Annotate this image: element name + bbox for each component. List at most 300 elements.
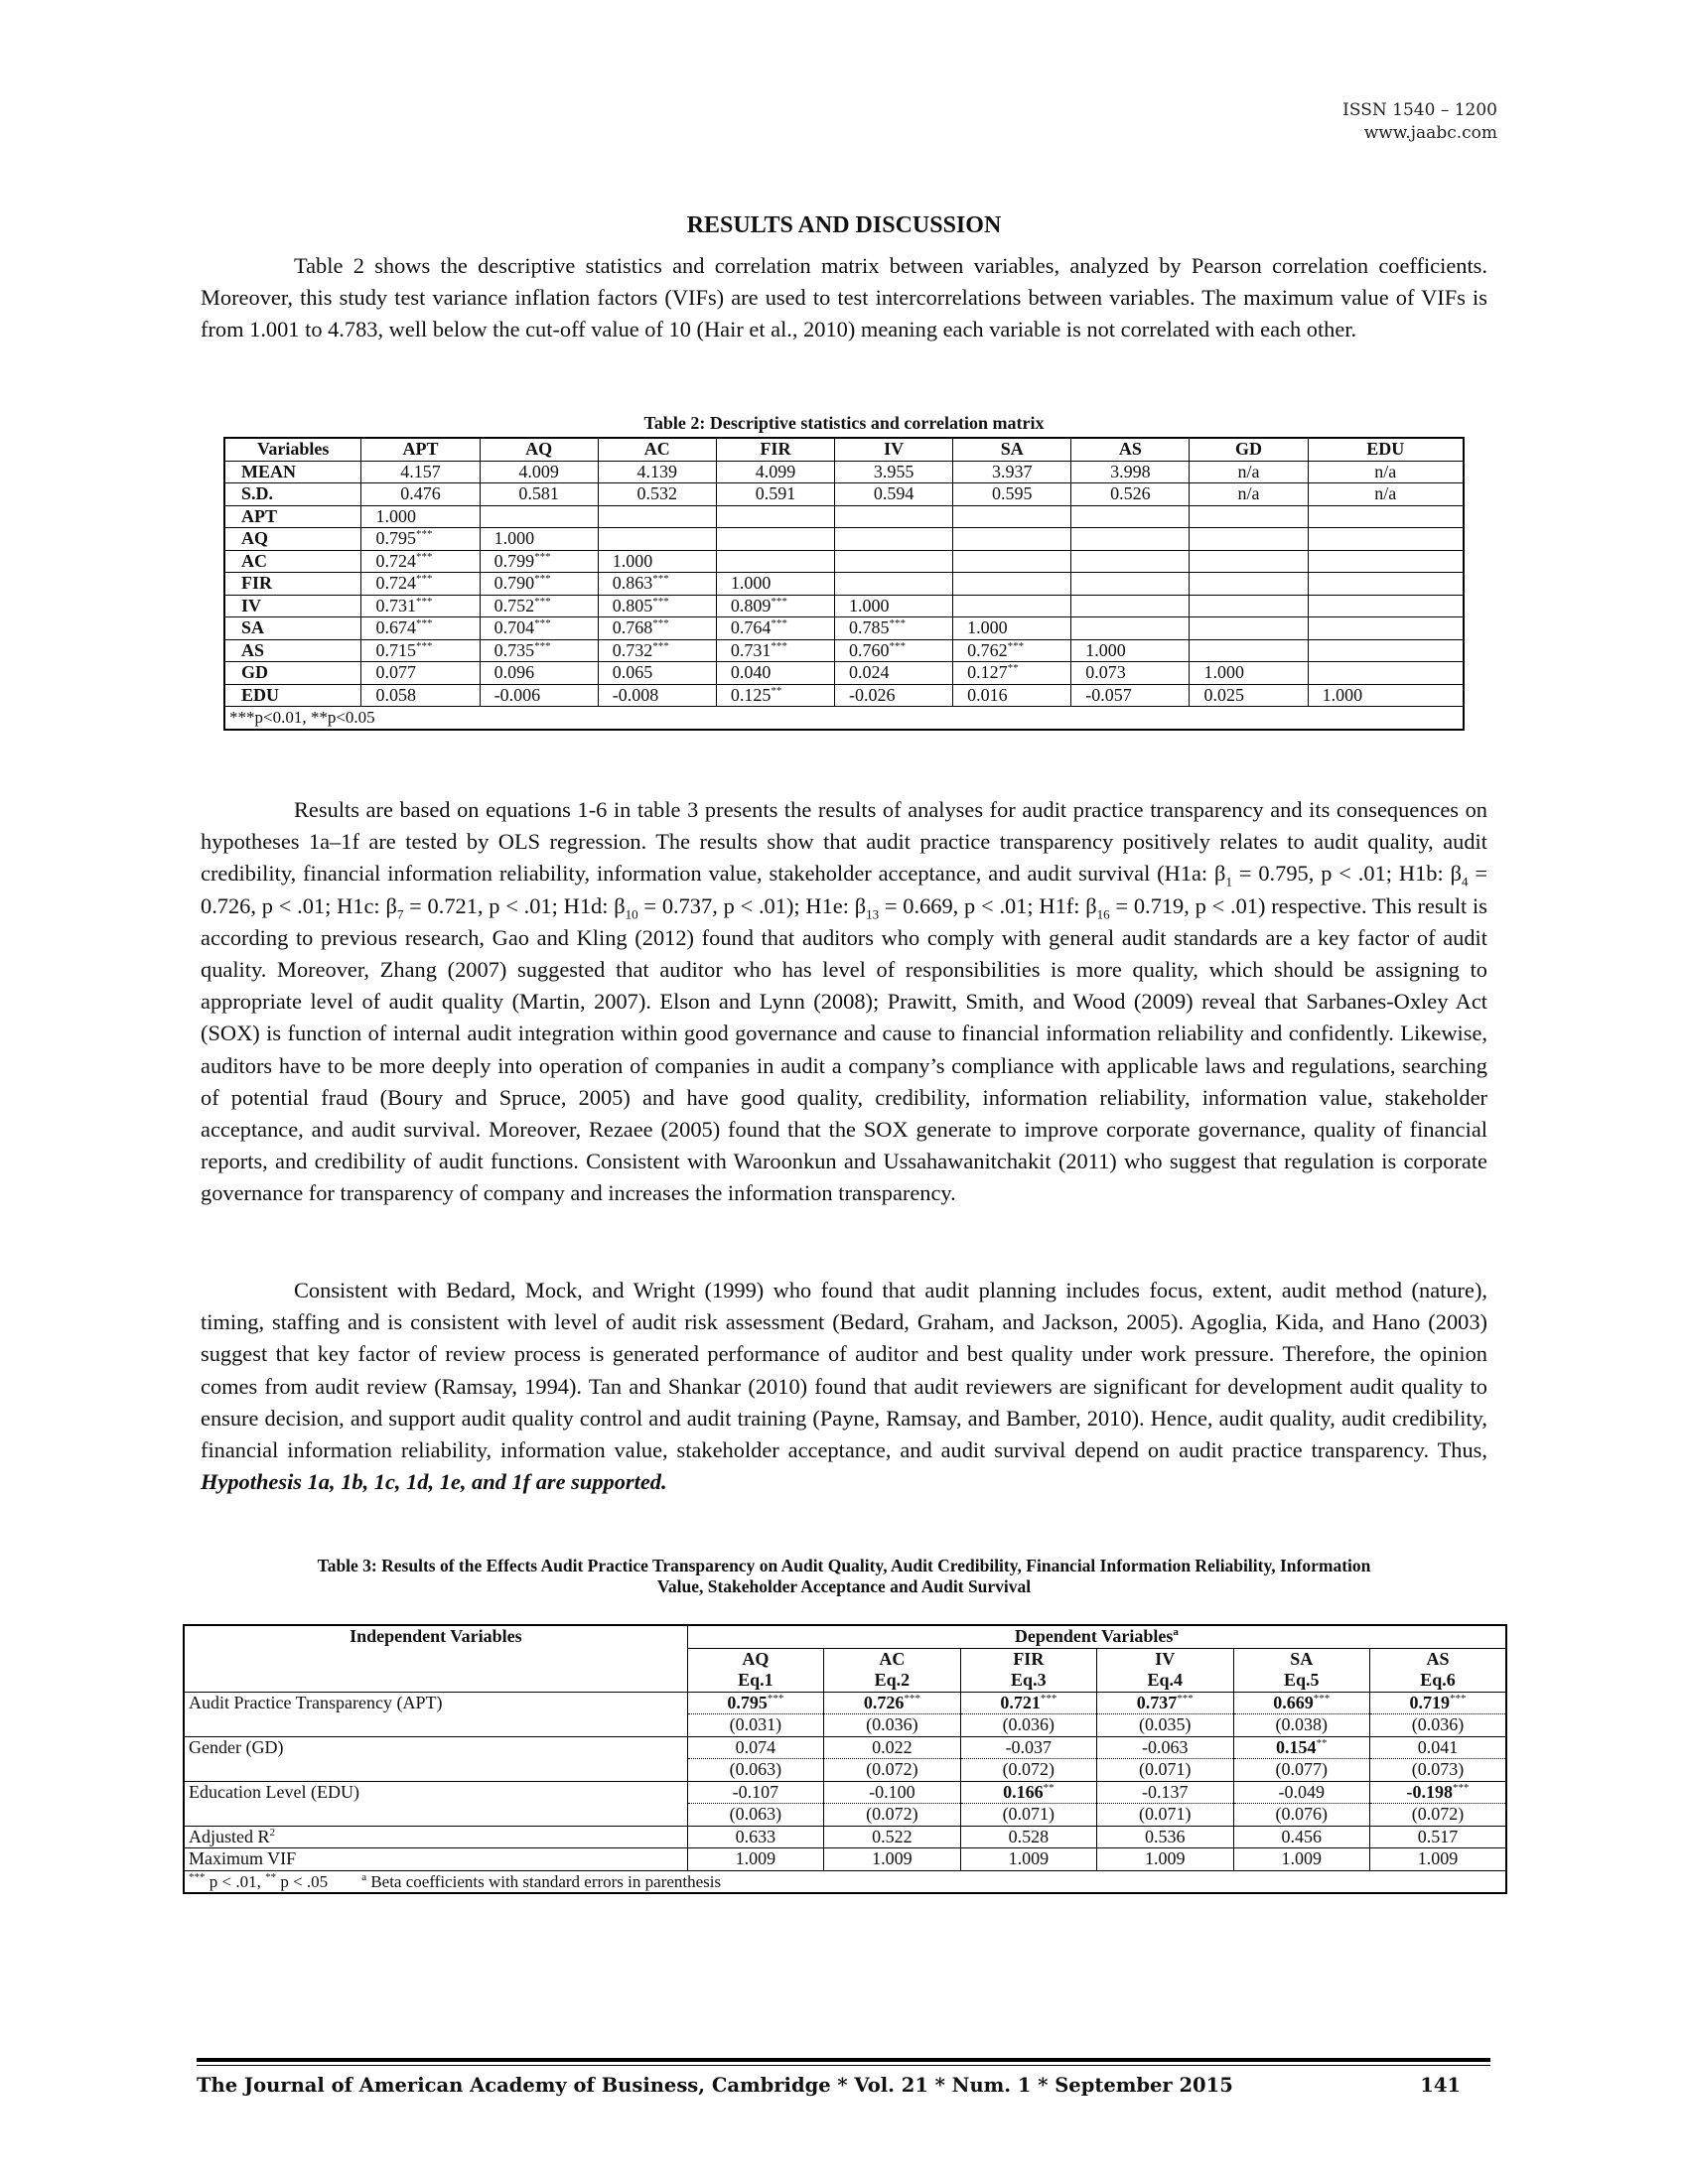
significance-stars: *** (771, 617, 787, 629)
footnote-text: p < .01, (205, 1871, 266, 1891)
beta-subscript: 13 (866, 906, 880, 922)
coefficient-cell (824, 1736, 960, 1759)
footnote-marker: a (1173, 1626, 1179, 1638)
beta-subscript: 10 (625, 906, 638, 922)
coefficient-cell (1233, 1692, 1369, 1714)
independent-variable-label: Gender (GD) (184, 1736, 687, 1759)
coefficient-cell (1233, 1781, 1369, 1804)
table2-cell (1190, 684, 1308, 707)
correlation-value: 0.735 (493, 639, 535, 660)
descriptive-statistics-table (223, 437, 1465, 731)
table2-cell (1190, 662, 1308, 685)
table2-cell (1308, 550, 1464, 573)
correlation-value: 0.704 (493, 617, 535, 637)
table2-cell (598, 550, 716, 573)
table2-cell (480, 639, 598, 662)
paragraph-text: = 0.721, p < .01; H1d: β (403, 892, 626, 918)
table2-cell (1190, 617, 1308, 640)
coefficient-value: 0.154 (1275, 1736, 1317, 1757)
significance-stars: *** (652, 595, 669, 608)
coefficient-value: 0.726 (863, 1692, 905, 1712)
equation-label: Eq.2 (824, 1670, 960, 1692)
regression-results-table (183, 1624, 1507, 1894)
significance-stars: *** (889, 639, 907, 652)
table2-cell (953, 595, 1071, 617)
table2-cell (1071, 505, 1190, 528)
table2-cell: n/a (1190, 483, 1308, 506)
footer-journal: The Journal of American Academy of Business, Cambridge * Vol. 21 * Num. 1 * September 2015 (197, 2074, 1233, 2097)
correlation-value: -0.026 (849, 684, 896, 705)
table2-correlation-row (224, 617, 1464, 640)
footer-rule-thin (197, 2065, 1490, 2066)
table2-row-label: AC (224, 550, 361, 573)
significance-stars: *** (1177, 1692, 1194, 1705)
table2-cell (480, 550, 598, 573)
table2-cell (480, 595, 598, 617)
table2-cell (835, 550, 953, 573)
table2-cell (716, 573, 834, 596)
table2-cell (716, 684, 834, 707)
table2-cell (953, 662, 1071, 685)
journal-website: www.jaabc.com (1363, 123, 1497, 143)
table2-cell: n/a (1308, 461, 1464, 483)
max-vif-value: 1.009 (1233, 1848, 1369, 1871)
significance-stars: *** (767, 1692, 784, 1705)
standard-error-cell: (0.036) (1369, 1714, 1506, 1737)
table2-row-label: AS (224, 639, 361, 662)
significance-stars: *** (415, 639, 433, 652)
table2-cell (953, 528, 1071, 551)
correlation-value: 0.731 (375, 595, 416, 615)
correlation-value: 0.715 (375, 639, 416, 660)
standard-error-cell: (0.031) (687, 1714, 823, 1737)
table2-caption: Table 2: Descriptive statistics and correlation matrix (643, 413, 1045, 433)
correlation-value: 0.795 (375, 528, 416, 548)
correlation-value: 0.125 (730, 684, 772, 705)
table3-coefficient-row (184, 1736, 1506, 1759)
max-vif-value: 1.009 (1369, 1848, 1506, 1871)
section-title: RESULTS AND DISCUSSION (686, 212, 1002, 238)
table2-cell (953, 617, 1071, 640)
table2-cell: 0.595 (953, 483, 1071, 506)
standard-error-cell: (0.063) (687, 1804, 823, 1827)
table2-row-label: SA (224, 617, 361, 640)
coefficient-cell (824, 1781, 960, 1804)
table2-cell: 4.099 (716, 461, 834, 483)
coefficient-value: -0.198 (1406, 1781, 1453, 1802)
table2-cell (361, 595, 480, 617)
table2-cell: 4.009 (480, 461, 598, 483)
table2-cell (835, 505, 953, 528)
footer-rule (197, 2058, 1490, 2062)
table2-row-label: MEAN (224, 461, 361, 483)
correlation-value: 1.000 (1203, 662, 1244, 682)
table2-footnote: ***p<0.01, **p<0.05 (224, 707, 1464, 730)
adjusted-r2-value: 0.633 (687, 1826, 823, 1848)
page-number: 141 (1420, 2074, 1461, 2097)
table2-col-header: EDU (1308, 438, 1464, 461)
table3-footnote (184, 1870, 1506, 1893)
equation-label: Eq.1 (687, 1670, 823, 1692)
table2-cell: 0.532 (598, 483, 716, 506)
adjusted-r2-value: 0.456 (1233, 1826, 1369, 1848)
table2-correlation-row (224, 662, 1464, 685)
table2-cell (953, 573, 1071, 596)
table2-cell (716, 617, 834, 640)
equation-label: Eq.5 (1233, 1670, 1369, 1692)
table2-cell (598, 639, 716, 662)
table2-cell (1308, 595, 1464, 617)
dependent-variables-header (687, 1625, 1506, 1648)
table2-header-row (224, 438, 1464, 461)
issn: ISSN 1540 – 1200 (1342, 100, 1497, 120)
correlation-value: 0.732 (612, 639, 653, 660)
table2-cell (835, 573, 953, 596)
standard-error-cell: (0.072) (824, 1759, 960, 1782)
dependent-variables-label: Dependent Variables (1014, 1626, 1174, 1646)
table2-cell (1190, 573, 1308, 596)
correlation-value: 0.731 (730, 639, 772, 660)
coefficient-value: -0.037 (1005, 1736, 1053, 1757)
correlation-value: 1.000 (612, 550, 653, 571)
correlation-value: 0.016 (967, 684, 1008, 705)
significance-stars: *** (889, 617, 907, 629)
dependent-variable-header (824, 1648, 960, 1670)
coefficient-value: 0.719 (1409, 1692, 1450, 1712)
significance-stars: *** (904, 1692, 920, 1705)
table2-correlation-row (224, 573, 1464, 596)
table2-row-label: IV (224, 595, 361, 617)
footnote-text: p < .05 (276, 1871, 329, 1891)
correlation-value: 1.000 (493, 528, 535, 548)
table2-cell (598, 662, 716, 685)
correlation-value: 1.000 (730, 573, 772, 593)
table2-cell (598, 573, 716, 596)
paragraph-text: = 0.737, p < .01); H1e: β (637, 892, 867, 918)
footnote-text: Beta coefficients with standard errors in parenthesis (366, 1871, 722, 1891)
table2-cell (1071, 639, 1190, 662)
table2-col-header: Variables (224, 438, 361, 461)
table2-col-header: FIR (716, 438, 834, 461)
table2-cell (361, 505, 480, 528)
table2-cell (953, 639, 1071, 662)
table2-cell: 3.998 (1071, 461, 1190, 483)
correlation-value: 1.000 (375, 505, 416, 526)
significance-stars: *** (1313, 1692, 1331, 1705)
coefficient-value: 0.737 (1136, 1692, 1178, 1712)
significance-stars: ** (1316, 1736, 1328, 1749)
max-vif-value: 1.009 (687, 1848, 823, 1871)
table3-stderr-row (184, 1804, 1506, 1827)
coefficient-cell (824, 1692, 960, 1714)
table2-cell (1308, 662, 1464, 685)
table2-cell (1071, 617, 1190, 640)
table2-cell (361, 639, 480, 662)
superscript: 2 (269, 1826, 276, 1839)
beta-subscript: 16 (1096, 906, 1110, 922)
table2-cell (1071, 684, 1190, 707)
significance-stars: *** (771, 639, 787, 652)
dependent-variable-name: SA (1290, 1648, 1314, 1669)
equation-label: Eq.6 (1369, 1670, 1506, 1692)
table2-cell (361, 573, 480, 596)
paragraph-text: = 0.726, p < .01; H1c: β (201, 861, 1487, 918)
correlation-value: 0.805 (612, 595, 653, 615)
table2-cell (361, 550, 480, 573)
correlation-value: 0.785 (849, 617, 890, 637)
table3-coefficient-row (184, 1781, 1506, 1804)
table3-header-row (184, 1625, 1506, 1648)
table2-cell (1190, 528, 1308, 551)
table2-cell (716, 639, 834, 662)
table2-cell (480, 528, 598, 551)
table3-coefficient-row (184, 1692, 1506, 1714)
table2-footnote-row (224, 707, 1464, 730)
max-vif-value: 1.009 (960, 1848, 1096, 1871)
table3-caption-line2: Value, Stakeholder Acceptance and Audit Survival (656, 1576, 1032, 1596)
paragraph-text: = 0.669, p < .01; H1f: β (879, 892, 1097, 918)
independent-variable-label: Audit Practice Transparency (APT) (184, 1692, 687, 1714)
correlation-value: 0.073 (1085, 662, 1126, 682)
table2-cell (361, 528, 480, 551)
significance-stars: *** (652, 617, 669, 629)
blank-cell (184, 1670, 687, 1692)
beta-subscript: 7 (396, 906, 404, 922)
table2-cell (835, 662, 953, 685)
beta-subscript: 1 (1225, 874, 1232, 889)
table2-cell (716, 528, 834, 551)
correlation-value: 0.762 (967, 639, 1008, 660)
table2-col-header: APT (361, 438, 480, 461)
table2-cell (598, 617, 716, 640)
table2-cell (1071, 662, 1190, 685)
blank-cell (184, 1804, 687, 1827)
correlation-value: 0.674 (375, 617, 416, 637)
table2-correlation-row (224, 505, 1464, 528)
significance-stars: *** (652, 573, 669, 585)
table2-col-header: AC (598, 438, 716, 461)
standard-error-cell: (0.071) (1097, 1759, 1233, 1782)
table2-cell: 0.526 (1071, 483, 1190, 506)
table2-cell (716, 662, 834, 685)
correlation-value: 0.764 (730, 617, 772, 637)
coefficient-cell (1097, 1736, 1233, 1759)
table2-cell (1308, 684, 1464, 707)
table2-correlation-row (224, 528, 1464, 551)
standard-error-cell: (0.071) (1097, 1804, 1233, 1827)
table2-cell (480, 573, 598, 596)
table2-cell: n/a (1190, 461, 1308, 483)
significance-stars: ** (265, 1870, 277, 1883)
standard-error-cell: (0.076) (1233, 1804, 1369, 1827)
correlation-value: 0.790 (493, 573, 535, 593)
significance-stars: *** (415, 528, 433, 540)
dependent-variable-name: FIR (1013, 1648, 1045, 1669)
table2-cell (480, 617, 598, 640)
coefficient-cell (960, 1692, 1096, 1714)
table2-col-header: GD (1190, 438, 1308, 461)
correlation-value: 0.760 (849, 639, 890, 660)
table2-cell (480, 684, 598, 707)
table2-col-header: AS (1071, 438, 1190, 461)
adjusted-r2-value: 0.522 (824, 1826, 960, 1848)
standard-error-cell: (0.035) (1097, 1714, 1233, 1737)
correlation-value: 0.024 (849, 662, 890, 682)
table2-cell (480, 662, 598, 685)
adjusted-r2-value: 0.528 (960, 1826, 1096, 1848)
table2-cell: 4.139 (598, 461, 716, 483)
coefficient-value: -0.107 (732, 1781, 779, 1802)
table2-cell: n/a (1308, 483, 1464, 506)
correlation-value: 0.768 (612, 617, 653, 637)
table2-row-label: FIR (224, 573, 361, 596)
correlation-value: 0.863 (612, 573, 653, 593)
results-paragraph (201, 794, 1487, 1210)
table2-cell (835, 639, 953, 662)
correlation-value: 0.065 (612, 662, 653, 682)
dependent-variable-header (1233, 1648, 1369, 1670)
table2-cell (361, 617, 480, 640)
max-vif-row (184, 1848, 1506, 1871)
coefficient-cell (1233, 1736, 1369, 1759)
table3-caption (0, 1556, 1688, 1597)
table2-cell (1190, 639, 1308, 662)
correlation-value: 1.000 (849, 595, 890, 615)
correlation-value: -0.057 (1085, 684, 1132, 705)
page-header (1342, 99, 1497, 145)
table3-subheader-row (184, 1648, 1506, 1670)
coefficient-cell (960, 1736, 1096, 1759)
dependent-variable-header (687, 1648, 823, 1670)
table2-cell (835, 528, 953, 551)
table2-correlation-row (224, 684, 1464, 707)
table2-cell (953, 684, 1071, 707)
coefficient-value: 0.074 (735, 1736, 776, 1757)
table2-row-label: S.D. (224, 483, 361, 506)
table2-correlation-row (224, 550, 1464, 573)
significance-stars: *** (415, 550, 433, 563)
coefficient-cell (1369, 1692, 1506, 1714)
table2-cell (598, 505, 716, 528)
correlation-value: -0.008 (612, 684, 659, 705)
correlation-value: 1.000 (1085, 639, 1126, 660)
significance-stars: *** (534, 550, 551, 563)
dependent-variable-header (1369, 1648, 1506, 1670)
correlation-value: 0.058 (375, 684, 416, 705)
significance-stars: *** (534, 639, 551, 652)
blank-cell (184, 1648, 687, 1670)
correlation-value: 0.025 (1203, 684, 1244, 705)
table2-cell (835, 595, 953, 617)
coefficient-cell (1097, 1692, 1233, 1714)
table2-cell: 0.476 (361, 483, 480, 506)
coefficient-cell (1369, 1781, 1506, 1804)
intro-paragraph: Table 2 shows the descriptive statistics and correlation matrix between variables, analyzed by Pearson correlation coefficients. Moreover, this study test variance inflation factors (VIFs) are used to test intercorrelations between variables. The maximum value of VIFs is from 1.001 to 4.783, well below the cut-off value of 10 (Hair et al., 2010) meaning each variable is not correlated with each other. (201, 253, 1487, 342)
table3-stderr-row (184, 1759, 1506, 1782)
table2-cell (1190, 550, 1308, 573)
coefficient-value: -0.063 (1142, 1736, 1189, 1757)
paragraph-text: = 0.719, p < .01) respective. This result is according to previous research, Gao and Kling (2012) found that auditors who comply with general audit standards are a key factor of audit quality. Moreover, Zhang (2007) suggested that auditor who has level of responsibilities is more quality, which should be assigning to appropriate level of audit quality (Martin, 2007). Elson and Lynn (2008); Prawitt, Smith, and Wood (2009) reveal that Sarbanes-Oxley Act (SOX) is function of internal audit integration within good governance and cause to financial information reliability and confidently. Likewise, auditors have to be more deeply into operation of companies in audit a company’s compliance with applicable laws and regulations, searching of potential fraud (Boury and Spruce, 2005) and have good quality, credibility, information reliability, information value, stakeholder acceptance, and audit survival. Moreover, Rezaee (2005) found that the SOX generate to improve corporate governance, quality of financial reports, and credibility of audit functions. Consistent with Waroonkun and Ussahawanitchakit (2011) who suggest that regulation is corporate governance for transparency of company and increases the information transparency. (201, 892, 1487, 1206)
equation-label: Eq.3 (960, 1670, 1096, 1692)
table3-stderr-row (184, 1714, 1506, 1737)
adjusted-r2-value: 0.536 (1097, 1826, 1233, 1848)
table2-cell (1071, 550, 1190, 573)
table2-cell: 0.591 (716, 483, 834, 506)
table3-footnote-row (184, 1870, 1506, 1893)
coefficient-value: 0.669 (1273, 1692, 1314, 1712)
hypothesis-statement: Hypothesis 1a, 1b, 1c, 1d, 1e, and 1f are supported. (201, 1469, 667, 1495)
table2-cell (1071, 528, 1190, 551)
table3-caption-line1: Table 3: Results of the Effects Audit Practice Transparency on Audit Quality, Audit Credibility, Financial Information Reliability, Information (317, 1556, 1371, 1575)
correlation-value: 0.799 (493, 550, 535, 571)
table2-sd-row (224, 483, 1464, 506)
correlation-value: 0.040 (730, 662, 772, 682)
coefficient-value: -0.100 (869, 1781, 915, 1802)
significance-stars: *** (534, 595, 551, 608)
table2-cell (716, 505, 834, 528)
significance-stars: *** (415, 595, 433, 608)
independent-variable-label: Education Level (EDU) (184, 1781, 687, 1804)
coefficient-cell (687, 1692, 823, 1714)
significance-stars: ** (771, 684, 782, 697)
table2-row-label: APT (224, 505, 361, 528)
coefficient-value: 0.041 (1417, 1736, 1459, 1757)
coefficient-value: 0.166 (1003, 1781, 1044, 1802)
table2-col-header: SA (953, 438, 1071, 461)
significance-stars: *** (534, 617, 551, 629)
table2-cell (598, 684, 716, 707)
adjusted-r2-value: 0.517 (1369, 1826, 1506, 1848)
table2-col-header: IV (835, 438, 953, 461)
dependent-variable-name: IV (1155, 1648, 1176, 1669)
table2-row-label: AQ (224, 528, 361, 551)
table2-correlation-row (224, 639, 1464, 662)
discussion-paragraph (201, 1275, 1487, 1498)
table2-cell: 0.594 (835, 483, 953, 506)
correlation-value: 0.724 (375, 573, 416, 593)
table2-cell (1308, 505, 1464, 528)
correlation-value: 0.809 (730, 595, 772, 615)
correlation-value: 0.752 (493, 595, 535, 615)
table2-row-label: EDU (224, 684, 361, 707)
max-vif-value: 1.009 (824, 1848, 960, 1871)
table2-cell (480, 505, 598, 528)
table2-cell (361, 662, 480, 685)
table2-cell (1308, 573, 1464, 596)
independent-variables-header: Independent Variables (184, 1625, 687, 1648)
significance-stars: *** (189, 1870, 206, 1883)
standard-error-cell: (0.072) (824, 1804, 960, 1827)
significance-stars: *** (1007, 639, 1025, 652)
paragraph-text: Results are based on equations 1-6 in table 3 presents the results of analyses for audit practice transparency and its consequences on hypotheses 1a–1f are tested by OLS regression. The results show that audit practice transparency positively relates to audit quality, audit credibility, financial information reliability, information value, stakeholder acceptance, and audit survival (H1a: β (201, 797, 1487, 887)
max-vif-label: Maximum VIF (184, 1848, 687, 1871)
table2-cell (1308, 617, 1464, 640)
coefficient-value: 0.721 (1000, 1692, 1041, 1712)
significance-stars: *** (1040, 1692, 1057, 1705)
table2-cell (1308, 639, 1464, 662)
adjusted-r2-text: Adjusted R (189, 1826, 270, 1846)
significance-stars: *** (771, 595, 787, 608)
paragraph-text: = 0.795, p < .01; H1b: β (1231, 861, 1462, 887)
significance-stars: *** (415, 617, 433, 629)
table2-cell (1190, 505, 1308, 528)
standard-error-cell: (0.071) (960, 1804, 1096, 1827)
standard-error-cell: (0.072) (1369, 1804, 1506, 1827)
dependent-variable-name: AC (879, 1648, 906, 1669)
correlation-value: 0.724 (375, 550, 416, 571)
table2-cell (716, 550, 834, 573)
significance-stars: *** (1452, 1781, 1470, 1794)
